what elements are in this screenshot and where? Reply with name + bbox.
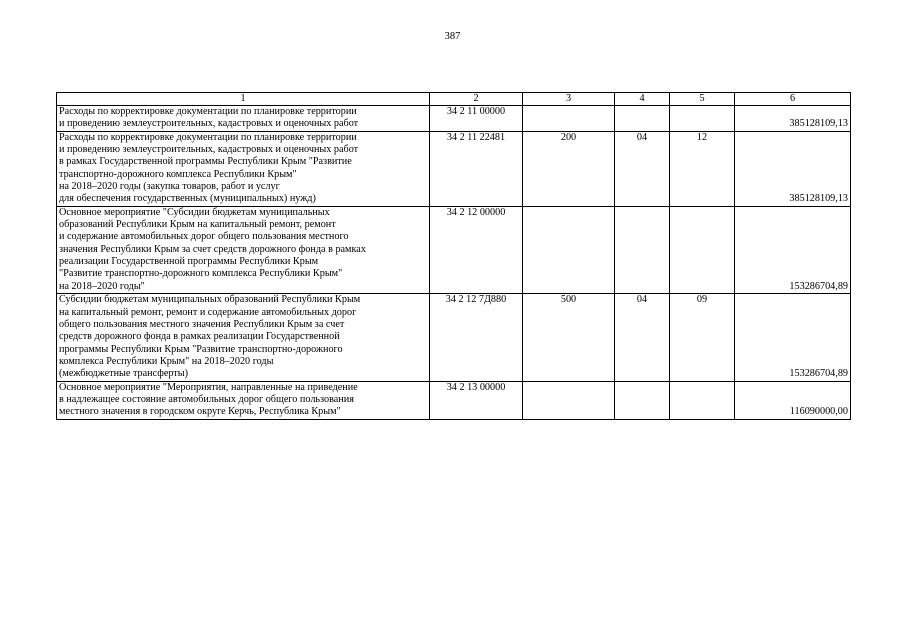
subsection xyxy=(670,106,735,132)
budget-code: 34 2 12 7Д880 xyxy=(430,294,523,381)
row-description: Субсидии бюджетам муниципальных образований Республики Крым на капитальный ремонт, ремонт и содержание автомобильных дорог общего пользования местного значения Республики Крым за счет средств дорожного фонда в рамках реализации Государственной программы Республики Крым "Развитие транспортно-дорожного комплекса Республики Крым" на 2018–2020 годы (межбюджетные трансферты) xyxy=(57,294,430,381)
expense-type: 500 xyxy=(523,294,615,381)
row-description: Основное мероприятие "Мероприятия, направленные на приведение в надлежащее состояние автомобильных дорог общего пользования местного значения в городском округе Керчь, Республика Крым" xyxy=(57,381,430,419)
amount: 153286704,89 xyxy=(735,206,851,293)
row-description: Основное мероприятие "Субсидии бюджетам муниципальных образований Республики Крым на капитальный ремонт, ремонт и содержание автомобильных дорог общего пользования местного значения Республики Крым за счет средств дорожного фонда в рамках реализации Государственной программы Республики Крым "Развитие транспортно-дорожного комплекса Республики Крым" на 2018–2020 годы" xyxy=(57,206,430,293)
subsection: 12 xyxy=(670,131,735,206)
amount: 153286704,89 xyxy=(735,294,851,381)
page-number: 387 xyxy=(444,31,461,42)
section xyxy=(615,381,670,419)
budget-code: 34 2 11 22481 xyxy=(430,131,523,206)
section xyxy=(615,106,670,132)
table-row xyxy=(57,206,851,293)
budget-code: 34 2 11 00000 xyxy=(430,106,523,132)
table-row xyxy=(57,106,851,132)
table-row xyxy=(57,131,851,206)
table-row xyxy=(57,294,851,381)
amount: 385128109,13 xyxy=(735,106,851,132)
subsection xyxy=(670,206,735,293)
header-col-4: 4 xyxy=(615,93,670,106)
subsection xyxy=(670,381,735,419)
header-col-5: 5 xyxy=(670,93,735,106)
header-row xyxy=(57,93,851,106)
budget-code: 34 2 12 00000 xyxy=(430,206,523,293)
budget-code: 34 2 13 00000 xyxy=(430,381,523,419)
header-col-6: 6 xyxy=(735,93,851,106)
row-description: Расходы по корректировке документации по планировке территории и проведению землеустроительных, кадастровых и оценочных работ xyxy=(57,106,430,132)
row-description: Расходы по корректировке документации по планировке территории и проведению землеустроительных, кадастровых и оценочных работ в рамках Государственной программы Республики Крым "Развитие транспортно-дорожного комплекса Республики Крым" на 2018–2020 годы (закупка товаров, работ и услуг для обеспечения государственных (муниципальных) нужд) xyxy=(57,131,430,206)
subsection: 09 xyxy=(670,294,735,381)
expense-type xyxy=(523,206,615,293)
table-row xyxy=(57,381,851,419)
section xyxy=(615,206,670,293)
amount: 116090000,00 xyxy=(735,381,851,419)
header-col-2: 2 xyxy=(430,93,523,106)
expense-type xyxy=(523,106,615,132)
header-col-1: 1 xyxy=(57,93,430,106)
amount: 385128109,13 xyxy=(735,131,851,206)
header-col-3: 3 xyxy=(523,93,615,106)
expense-type: 200 xyxy=(523,131,615,206)
budget-table xyxy=(56,92,851,420)
expense-type xyxy=(523,381,615,419)
section: 04 xyxy=(615,131,670,206)
section: 04 xyxy=(615,294,670,381)
